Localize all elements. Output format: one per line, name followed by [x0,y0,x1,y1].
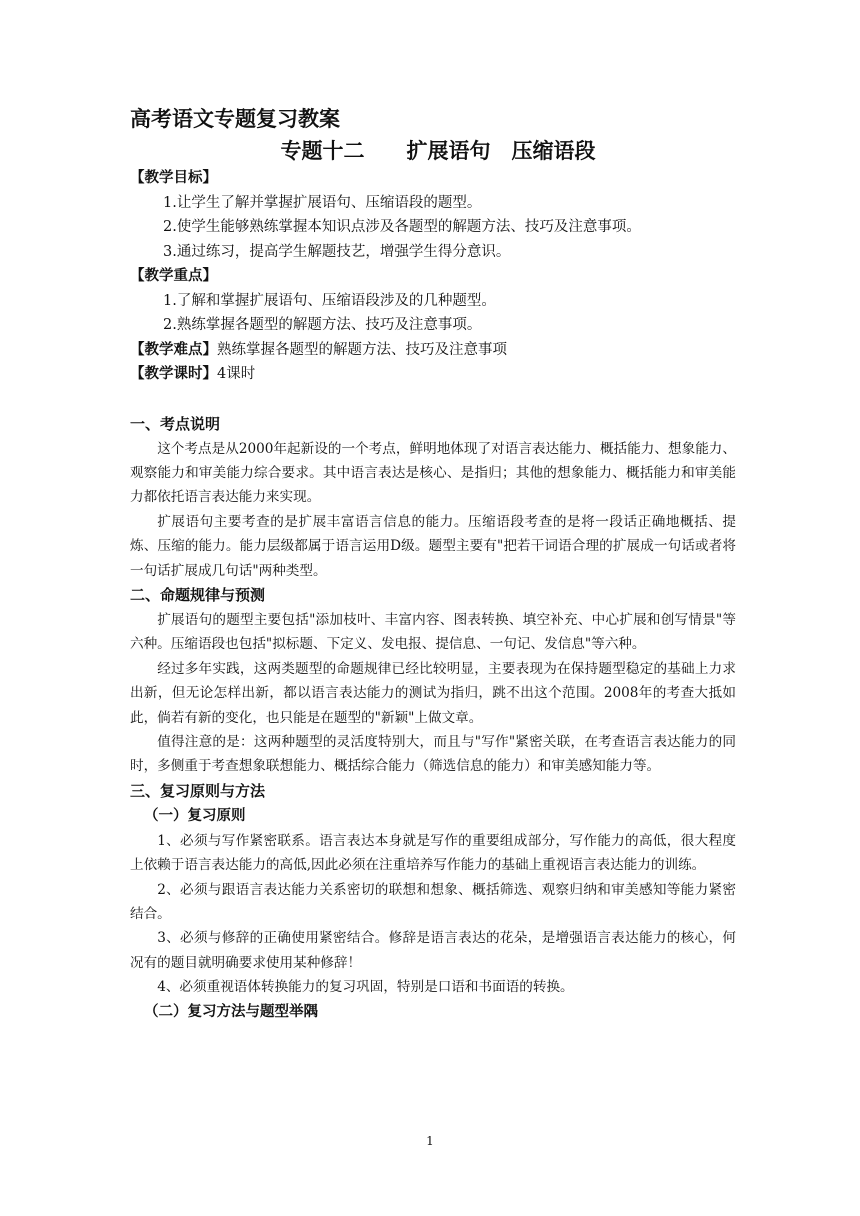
key-points-label [130,264,736,289]
paragraph: 值得注意的是：这两种题型的灵活度特别大，而且与"写作"紧密关联，在考查语言表达能力的同时，多侧重于考查想象联想能力、概括综合能力（筛选信息的能力）和审美感知能力等。 [130,733,736,775]
paragraph: 4、必须重视语体转换能力的复习巩固，特别是口语和书面语的转换。 [157,979,574,996]
objectives-label-text: 【教学目标】 [130,170,217,186]
hours-row [130,362,736,387]
subsection-heading: （一）复习原则 [144,807,246,824]
paragraph: 经过多年实践，这两类题型的命题规律已经比较明显，主要表现为在保持题型稳定的基础上力求出新，但无论怎样出新，都以语言表达能力的测试为指归，跳不出这个范围。2008年的考查大抵如此，倘若有新的变化，也只能是在题型的"新颖"上做文章。 [130,660,736,726]
document-body [130,104,736,1025]
paragraph: 2、必须与跟语言表达能力关系密切的联想和想象、概括筛选、观察归纳和审美感知等能力紧密结合。 [130,881,736,922]
section-heading: 二、命题规律与预测 [130,585,266,604]
objectives-label [130,166,736,191]
spacer [130,387,736,412]
section-heading: 三、复习原则与方法 [130,781,266,800]
paragraph: 这个考点是从2000年起新设的一个考点，鲜明地体现了对语言表达能力、概括能力、想象能力、观察能力和审美能力综合要求。其中语言表达是核心、是指归；其他的想象能力、概括能力和审美能力都依托语言表达能力来实现。 [130,440,736,506]
objective-item: 3.通过练习，提高学生解题技艺，增强学生得分意识。 [163,243,511,260]
paragraph: 扩展语句的题型主要包括"添加枝叶、丰富内容、图表转换、填空补充、中心扩展和创写情景"等六种。压缩语段也包括"拟标题、下定义、发电报、提信息、一句记、发信息"等六种。 [130,611,736,653]
paragraph: 3、必须与修辞的正确使用紧密结合。修辞是语言表达的花朵，是增强语言表达能力的核心，何况有的题目就明确要求使用某种修辞！ [130,930,736,971]
key-points-label-text: 【教学重点】 [130,268,217,284]
document-title: 高考语文专题复习教案 [130,107,340,131]
subsection-heading: （二）复习方法与题型举隅 [144,1003,318,1020]
objective-item: 1.让学生了解并掌握扩展语句、压缩语段的题型。 [163,194,482,211]
difficulty-text: 熟练掌握各题型的解题方法、技巧及注意事项 [217,341,507,358]
key-point-item: 1.了解和掌握扩展语句、压缩语段涉及的几种题型。 [163,292,496,309]
paragraph: 1、必须与写作紧密联系。语言表达本身就是写作的重要组成部分，写作能力的高低，很大程度上依赖于语言表达能力的高低,因此必须在注重培养写作能力的基础上重视语言表达能力的训练。 [130,832,736,874]
difficulty-label: 【教学难点】 [130,341,217,358]
objective-item: 2.使学生能够熟练掌握本知识点涉及各题型的解题方法、技巧及注意事项。 [163,219,641,235]
hours-label: 【教学课时】 [130,366,217,382]
section-heading: 一、考点说明 [130,414,221,433]
key-point-item: 2.熟练掌握各题型的解题方法、技巧及注意事项。 [163,317,482,333]
difficulty-row [130,338,736,363]
topic-title: 专题十二 扩展语句 压缩语段 [280,139,596,163]
paragraph: 扩展语句主要考查的是扩展丰富语言信息的能力。压缩语段考查的是将一段话正确地概括、提炼、压缩的能力。能力层级都属于语言运用D级。题型主要有"把若干词语合理的扩展成一句话或者将一句话扩展成几句话"两种类型。 [130,513,736,579]
page-number: 1 [426,1134,434,1148]
hours-text: 4课时 [217,366,256,382]
